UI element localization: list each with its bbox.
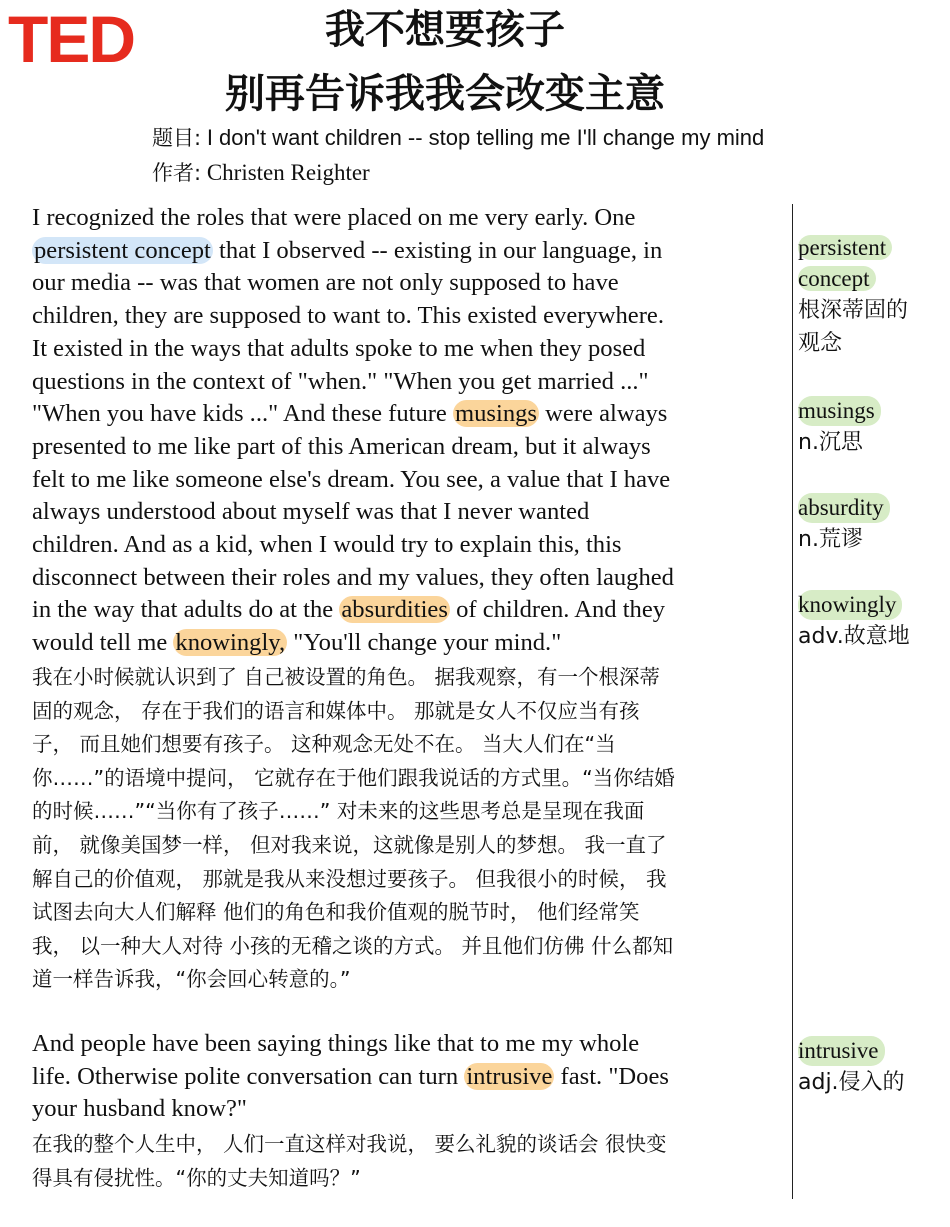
glossary-term: musings: [798, 396, 881, 426]
text-segment: of children. And they: [449, 596, 666, 624]
highlighted-vocabulary: knowingly,: [175, 629, 286, 657]
text-segment: fast. "Does: [554, 1062, 669, 1090]
translation-line: 在我的整个人生中， 人们一直这样对我说， 要么礼貌的谈话会 很快变: [32, 1132, 667, 1156]
highlighted-vocabulary: absurdities: [341, 596, 448, 624]
glossary-entry-musings: [798, 396, 948, 459]
text-segment: "You'll change your mind.": [287, 629, 562, 657]
highlighted-vocabulary: musings: [455, 400, 537, 428]
text-segment: your husband know?": [32, 1095, 247, 1123]
text-segment: presented to me like part of this American dream, but it always: [32, 432, 651, 460]
text-segment: would tell me: [32, 629, 174, 657]
highlighted-vocabulary: persistent concept: [34, 236, 211, 264]
glossary-term: knowingly: [798, 590, 902, 620]
text-line: [32, 562, 792, 595]
translation-line: 我， 以一种大人对待 小孩的无稽之谈的方式。 并且他们仿佛 什么都知: [32, 933, 674, 958]
translation-line: 前， 就像美国梦一样， 但对我来说，这就像是别人的梦想。 我一直了: [32, 832, 667, 857]
glossary-entry-persistent-concept: [798, 232, 948, 360]
text-line: [32, 300, 792, 333]
glossary-term: absurdity: [798, 493, 890, 523]
text-segment: always understood about myself was that I never wanted: [32, 498, 590, 526]
text-segment: felt to me like someone else's dream. You see, a value that I have: [32, 465, 671, 493]
text-segment: children. And as a kid, when I would try to explain this, this: [32, 531, 622, 559]
author-label: 作者:: [152, 161, 202, 185]
translation-line: 子， 而且她们想要有孩子。 这种观念无处不在。 当大人们在“当: [32, 732, 616, 757]
glossary-definition: n.荒谬: [798, 527, 863, 552]
text-segment: "When you have kids ..." And these future: [32, 400, 453, 428]
text-segment: life. Otherwise polite conversation can turn: [32, 1062, 465, 1090]
text-segment: questions in the context of "when." "When you get married ...": [32, 367, 649, 395]
text-segment: in the way that adults do at the: [32, 596, 340, 624]
text-line: [32, 496, 792, 529]
text-segment: children, they are supposed to want to. This existed everywhere.: [32, 302, 664, 330]
paragraph-1-english: [32, 202, 792, 660]
translation-line: 的时候……”“当你有了孩子……” 对未来的这些思考总是呈现在我面: [32, 799, 645, 824]
text-line: [32, 267, 792, 300]
text-line: [32, 529, 792, 562]
text-line: [32, 398, 792, 431]
title-chinese-line1: 我不想要孩子: [325, 7, 565, 53]
translation-line: 解自己的价值观， 那就是我从来没想过要孩子。 但我很小的时候， 我: [32, 866, 667, 891]
glossary-term: [798, 232, 948, 294]
text-segment: I recognized the roles that were placed on me very early. One: [32, 204, 636, 231]
glossary-definition-line: 观念: [798, 331, 843, 356]
ted-logo: TED: [8, 2, 134, 76]
topic-text: I don't want children -- stop telling me I'll change my mind: [206, 125, 765, 150]
glossary-definition: n.沉思: [798, 430, 863, 455]
glossary-entry-absurdity: [798, 493, 948, 556]
text-line: [32, 333, 792, 366]
translation-line: 我在小时候就认识到了 自己被设置的角色。 据我观察，有一个根深蒂: [32, 665, 661, 689]
glossary-entry-knowingly: [798, 590, 948, 653]
text-segment: our media -- was that women are not only supposed to have: [32, 269, 619, 297]
topic-line: [152, 123, 764, 153]
paragraph-2-chinese: [32, 1128, 792, 1195]
translation-line: 试图去向大人们解释 他们的角色和我价值观的脱节时， 他们经常笑: [32, 900, 640, 925]
text-line: [32, 366, 792, 399]
paragraph-2-english: [32, 1028, 792, 1126]
glossary-definition: adv.故意地: [798, 624, 910, 649]
text-line: [32, 235, 792, 268]
text-line: [32, 202, 792, 235]
text-line: [32, 1028, 792, 1061]
author-line: [152, 158, 370, 188]
glossary-term: intrusive: [798, 1036, 885, 1066]
glossary-definition: [798, 294, 948, 360]
glossary-entry-intrusive: [798, 1036, 948, 1099]
translation-line: 固的观念， 存在于我们的语言和媒体中。 那就是女人不仅应当有孩: [32, 698, 640, 723]
text-segment: It existed in the ways that adults spoke to me when they posed: [32, 334, 646, 362]
text-line: [32, 1093, 792, 1126]
topic-label: 题目:: [152, 126, 202, 150]
translation-line: 你……”的语境中提问， 它就存在于他们跟我说话的方式里。“当你结婚: [32, 765, 675, 790]
text-line: [32, 431, 792, 464]
glossary-term-line: persistent: [798, 235, 892, 260]
highlighted-vocabulary: intrusive: [466, 1062, 553, 1090]
paragraph-1-chinese: [32, 661, 792, 997]
text-segment: that I observed -- existing in our language, in: [212, 236, 663, 264]
translation-line: 道一样告诉我，“你会回心转意的。”: [32, 967, 351, 992]
title-chinese-line2: 别再告诉我我会改变主意: [225, 71, 665, 117]
text-segment: And people have been saying things like that to me my whole: [32, 1030, 640, 1057]
glossary-definition-line: 根深蒂固的: [798, 298, 909, 323]
column-divider: [792, 204, 793, 1199]
text-segment: disconnect between their roles and my values, they often laughed: [32, 563, 674, 591]
text-line: [32, 627, 792, 660]
text-line: [32, 594, 792, 627]
text-line: [32, 1061, 792, 1094]
glossary-term-line: concept: [798, 266, 876, 291]
author-name: Christen Reighter: [206, 160, 370, 185]
glossary-definition: adj.侵入的: [798, 1070, 905, 1095]
translation-line: 得具有侵扰性。“你的丈夫知道吗？”: [32, 1165, 361, 1190]
text-segment: were always: [539, 400, 668, 428]
text-line: [32, 464, 792, 497]
